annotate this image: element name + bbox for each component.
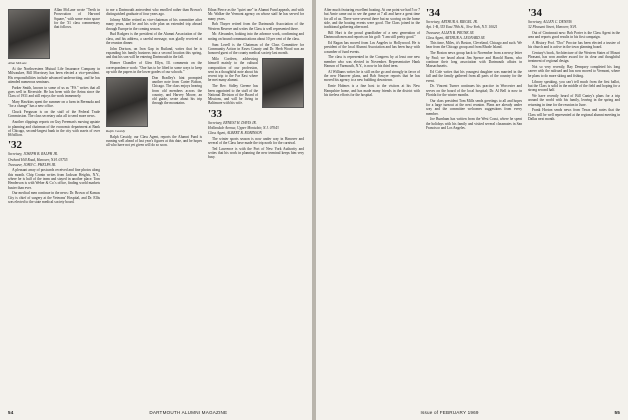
paragraph: At the Northwestern Mutual Life Insurance Company in Milwaukee, Bill Morrissey has been elected a vice-president. His responsibilities include advanced underwriting, and he has attended numerous seminars. xyxy=(8,67,100,84)
paragraph: Chuck Ferguson is on the staff of the Federal Trade Commission. The class secretary asks all to send more news. xyxy=(8,110,100,119)
paragraph: Bill Hart is the proud grandfather of a new generation of Dartmouth men and reports on his golf: "I am still pretty good." xyxy=(324,30,420,40)
paragraph: Library speaking, you can't tell much from the first ballot, but the Class is solid in the middle of the field and hoping for a strong second half. xyxy=(528,79,620,93)
secretary-line: Secretary, ALLEN C. DENNIS xyxy=(528,20,572,24)
left-footer xyxy=(8,410,227,416)
paragraph: Ralph Cassidy, our Class Agent, reports the Alumni Fund is running well ahead of last year's figures at this date, and he hopes all who have not yet given will do so soon. xyxy=(106,134,202,148)
paragraph: Bud Rodgers is the president of the Alumni Association of the class, and his address, a careful message, was gladly received at the reunion dinner. xyxy=(106,32,202,46)
right-column-2 xyxy=(426,8,522,132)
address-line: 32 Pleasant Street, Hanover, N.H. xyxy=(528,25,577,30)
paragraph: Ernie Holmes is a fine host to the visitors at his New Hampshire home, and has made many friends in the district with his tireless efforts for the hospital. xyxy=(324,84,420,97)
address-line: Orchard Hill Road, Hanover, N.H. 03755 xyxy=(8,157,68,162)
class-year-heading: '34 xyxy=(528,7,543,19)
class-year-heading: '34 xyxy=(426,7,441,19)
paragraph: Mary Hawkins spent the summer on a farm in Bermuda and "for a change" has a new office. xyxy=(8,100,100,109)
paragraph: Century's book, Architecture of the Western States of Mount Pleasant, has won another award for its clear and thoughtful treatment of regional design. xyxy=(528,50,620,64)
treasurer-line: Treasurer, ALLEN B. PRUNK JR. xyxy=(426,30,475,35)
paragraph: Not so very recently, Ray Dempsey completed his long career with the railroad and has now moved to Vermont, where he plans to do more skiing and fishing. xyxy=(528,65,620,78)
paragraph: The Rev. Sidley Greene has been appointed to the staff of the National Division of the Board of Missions, and will be living in Baltimore with his wife. xyxy=(208,84,258,106)
paragraph: Our medical men continue in the news: Dr. Brown of Kansas City is chief of surgery at the Veterans' Hospital, and Dr. Ellis was elected to the state medical society board. xyxy=(8,191,100,204)
secretary-line: Secretary, ARTHUR A. RIEGEL JR. xyxy=(426,20,478,24)
photo-caption: Allan McLane xyxy=(8,61,27,65)
right-footer xyxy=(324,410,620,416)
secretary-line: Secretary, JOSEPH B. RALPH JR. xyxy=(8,152,58,157)
paragraph: John Dorison, on Iron Gap in Rutland, writes that he is expanding his family business into a second location this spring, and that his son will be entering Dartmouth in the fall. xyxy=(106,46,202,60)
paragraph: Dr. Vincent Turner continues his practice in Worcester and serves on the board of the local hospital; Dr. Al Bell is now in Florida for the winter months. xyxy=(426,84,522,97)
class-agent-line: Class Agent, ARTHUR A. LEONARD JR. xyxy=(426,35,486,40)
right-column-3 xyxy=(528,8,620,123)
issue-date: Issue of FEBRUARY 1969 xyxy=(420,410,479,415)
class-year-heading: '33 xyxy=(208,107,223,120)
paragraph: Milo Cordeen, addressing himself mainly to the cultural composition of our profession, sent in a thoughtful note about his recent trip to the Far East where he met many alumni. xyxy=(208,56,258,83)
paragraph: The class is represented in the Congress by at least one new member who was elected in November. Representative Hank Hanson of Yarmouth, N.Y., is now in his third term. xyxy=(324,55,420,69)
photo-caption: Ralph Cassidy xyxy=(106,128,126,133)
left-column-2 xyxy=(106,8,202,149)
paragraph: Allan McLane wrote "Teeth in Prosecution of Harvard Square," with some extra space for the '31 class commentary that follows. xyxy=(54,8,100,30)
address-line: Apt. 1-B, 353 East 78th St., New York, N.Y. 10021 xyxy=(426,25,498,30)
paragraph: to me a Dartmouth antecedent who enrolled rather than Brown's distinguished graduate of four years ago. xyxy=(106,8,202,17)
paragraph: Joe Burnham has written from the West Coast, where he spent the holidays with his family and visited several classmates in San Francisco and Los Angeles. xyxy=(426,117,522,131)
paragraph: This time, Miles, it's Boston, Cleveland, Chicago and such. We hear from the Chicago group and from Rhode Island. xyxy=(426,41,522,50)
class-year-heading: '32 xyxy=(8,139,23,152)
magazine-title: DARTMOUTH ALUMNI MAGAZINE xyxy=(149,410,228,415)
paragraph: After much featuring excellent boating. At one point we had 5 or 7 but Arnie came out to see the game at 7 all and have a great time for all of us. There were several there but no scoring on the home side, and the boating events were good. The Class joined in the traditional gathering afterward. xyxy=(324,8,420,30)
paragraph: Parker Smith, known to some of us as "P.S." writes that all goes well in Riverside. He has been with the Aetna since the Class of 1931 and still enjoys the work immensely. xyxy=(8,85,100,99)
paragraph: Ted Lawrence is with the Port of New York Authority and writes that his work in planning the new terminal keeps him very busy. xyxy=(208,146,304,160)
paragraph: The winter sports season is now under way in Hanover and several of the Class have made the trip north for the carnival. xyxy=(208,136,304,145)
secretary-line: Secretary, ERNEST H. DAVIS JR. xyxy=(208,120,257,125)
paragraph: Johnny Miller retired as vice-chairman of his committee after many years, and he and his wife plan an extended trip abroad through Europe in the coming season. xyxy=(106,18,202,31)
address-line: Hollandale Avenue, Upper Montclair, N.J. 07043 xyxy=(208,126,279,131)
right-column-1 xyxy=(324,8,420,99)
paragraph: Ed Cole writes that his youngest daughter was married in the fall and the family gathered from all parts of the country for the event. xyxy=(426,69,522,83)
page-number: 54 xyxy=(8,410,14,415)
class-agent-line: Class Agent, ALBERT B. ROBINSON xyxy=(208,131,262,136)
paragraph: Mr. Alexander, looking into the advance work, confirming and noting on bound communications about 10 per cent of the class. xyxy=(208,32,304,41)
paragraph: Al Williams writes he is still on the go and strongly in favor of the new Hanover plans, and Bob Sawyer reports that he has moved his agency to a new building downtown. xyxy=(324,69,420,83)
paragraph: Another clippings reports on Guy Freeman's moving upstate to planning and chairman of the economic department at Bank of Chicago, second-largest bank in the city with assets of over $6 billion. xyxy=(8,120,100,138)
left-column-1 xyxy=(8,8,100,206)
left-column-3 xyxy=(208,8,304,161)
portrait-photo xyxy=(262,58,304,108)
paragraph: The Boston news group back to November from a newsy letter by Paul; we heard about Jim Spence and Harold Burns, who continue their long association with Dartmouth affairs in Massachusetts. xyxy=(426,51,522,69)
page-number: 55 xyxy=(614,410,620,415)
right-page xyxy=(316,0,628,420)
paragraph: Ethan Pierce as the "quiet one" in Alumni Fund appeals, and with Mr. Walker the Vermont agency on whose staff he has served for many years. xyxy=(208,8,304,21)
paragraph: Bob Thayer retired from the Dartmouth Association of the Western Reserve and writes the Class is well represented there. xyxy=(208,22,304,31)
portrait-photo xyxy=(8,9,50,59)
paragraph: Homer Chandler of Glen Ellyn, Ill. comments on the correspondence work: "One has to be lifted in some ways to keep up with the papers in the lower grades of our schools." xyxy=(106,61,202,74)
paragraph: We have recently heard of Bill Cantry's plans for a trip around the world with his family, leaving in the spring and returning in time for the reunion in June. xyxy=(528,93,620,107)
paragraph: Ed Ragan has moved from Los Angeles to Hollywood. He is president of the local Alumni Association and has been busy with a number of fund events. xyxy=(324,41,420,54)
left-page xyxy=(0,0,312,420)
paragraph: Frank Horton sends news from Texas and notes that the Class will be well represented at the regional alumni meeting in Dallas next month. xyxy=(528,108,620,121)
paragraph: A pleasant array of postcards received and fine photos along this month. Chip Cronin writes from Jackson Heights, N.Y., where he is half of the team and stayed in another place. Tom Henderson is with Weber & Co.'s office, finding world markets busier than ever. xyxy=(8,168,100,190)
paragraph: Sam Lovell is the Chairman of the Class Committee for Community Action in Essex County and Dr. Herb Wood was an honored guest of the county medical society last month. xyxy=(208,42,304,56)
portrait-photo xyxy=(106,77,148,127)
paragraph: A History Prof. "Doc" Proctor has been elected a trustee of his church and is active in the town planning board. xyxy=(528,40,620,49)
paragraph: Don Bradley's hint prompted another note from Carter Bolton, Chicago. The class enjoys hearing from old members across the country, and Harvey Moore, an old guide, wrote about his trip through the mountains. xyxy=(152,75,202,106)
paragraph: Our class president Tom Mills sends greetings to all and hopes for a large turnout at the next reunion. Plans are already under way and the committee welcomes suggestions from every member. xyxy=(426,98,522,116)
treasurer-line: Treasurer, JOHN C. PHELPS JR. xyxy=(8,163,57,168)
paragraph: Out of Cincinnati now: Bob Porter is the Class Agent in the area and reports good results in his first campaign. xyxy=(528,30,620,39)
